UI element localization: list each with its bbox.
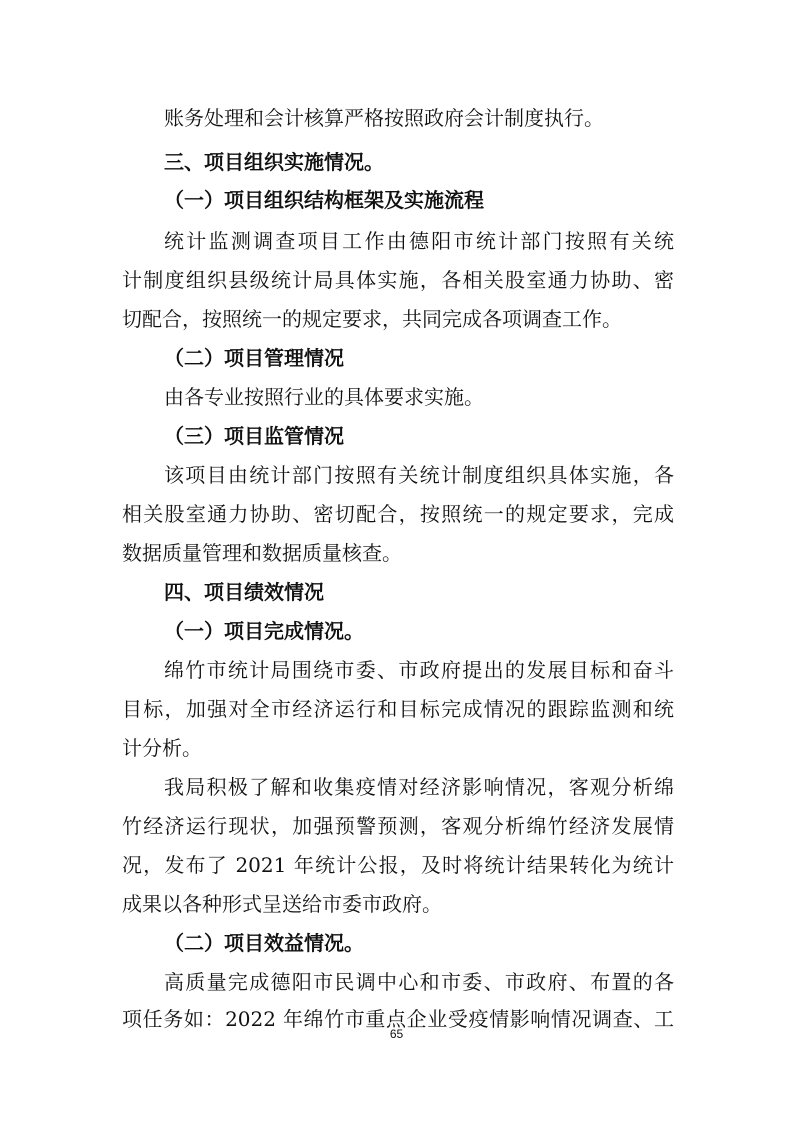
paragraph-line: 竹经济运行现状，加强预警预测，客观分析绵竹经济发展情 [122,814,674,838]
paragraph-line: 相关股室通力协助、密切配合，按照统一的规定要求，完成 [122,502,674,526]
text-line-accounting: 账务处理和会计核算严格按照政府会计制度执行。 [164,106,604,130]
paragraph-line: 由各专业按照行业的具体要求实施。 [164,385,484,409]
paragraph-line: 我局积极了解和收集疫情对经济影响情况，客观分析绵 [164,775,674,799]
paragraph-line: 绵竹市统计局围绕市委、市政府提出的发展目标和奋斗 [164,658,674,682]
paragraph-line: 高质量完成德阳市民调中心和市委、市政府、布置的各 [164,970,674,994]
paragraph-line: 况，发布了 2021 年统计公报，及时将统计结果转化为统计 [122,853,674,877]
paragraph-line: 成果以各种形式呈送给市委市政府。 [122,892,442,916]
paragraph-line: 该项目由统计部门按照有关统计制度组织具体实施，各 [164,463,674,487]
paragraph-line: 数据质量管理和数据质量核查。 [122,541,402,565]
section-heading-3: 三、项目组织实施情况。 [164,150,384,174]
paragraph-line: 项任务如：2022 年绵竹市重点企业受疫情影响情况调查、工 [122,1007,674,1031]
paragraph-line: 目标，加强对全市经济运行和目标完成情况的跟踪监测和统 [122,697,674,721]
subsection-heading-3-2: （二）项目管理情况 [164,346,344,370]
subsection-heading-4-2: （二）项目效益情况。 [164,931,364,955]
paragraph-line: 统计监测调查项目工作由德阳市统计部门按照有关统 [164,229,674,253]
paragraph-line: 计分析。 [122,736,202,760]
subsection-heading-4-1: （一）项目完成情况。 [164,619,364,643]
paragraph-line: 切配合，按照统一的规定要求，共同完成各项调查工作。 [122,307,622,331]
subsection-heading-3-1: （一）项目组织结构框架及实施流程 [164,188,484,212]
subsection-heading-3-3: （三）项目监管情况 [164,424,344,448]
paragraph-line: 计制度组织县级统计局具体实施，各相关股室通力协助、密 [122,268,674,292]
page-number: 65 [389,1027,404,1041]
section-heading-4: 四、项目绩效情况 [164,580,324,604]
